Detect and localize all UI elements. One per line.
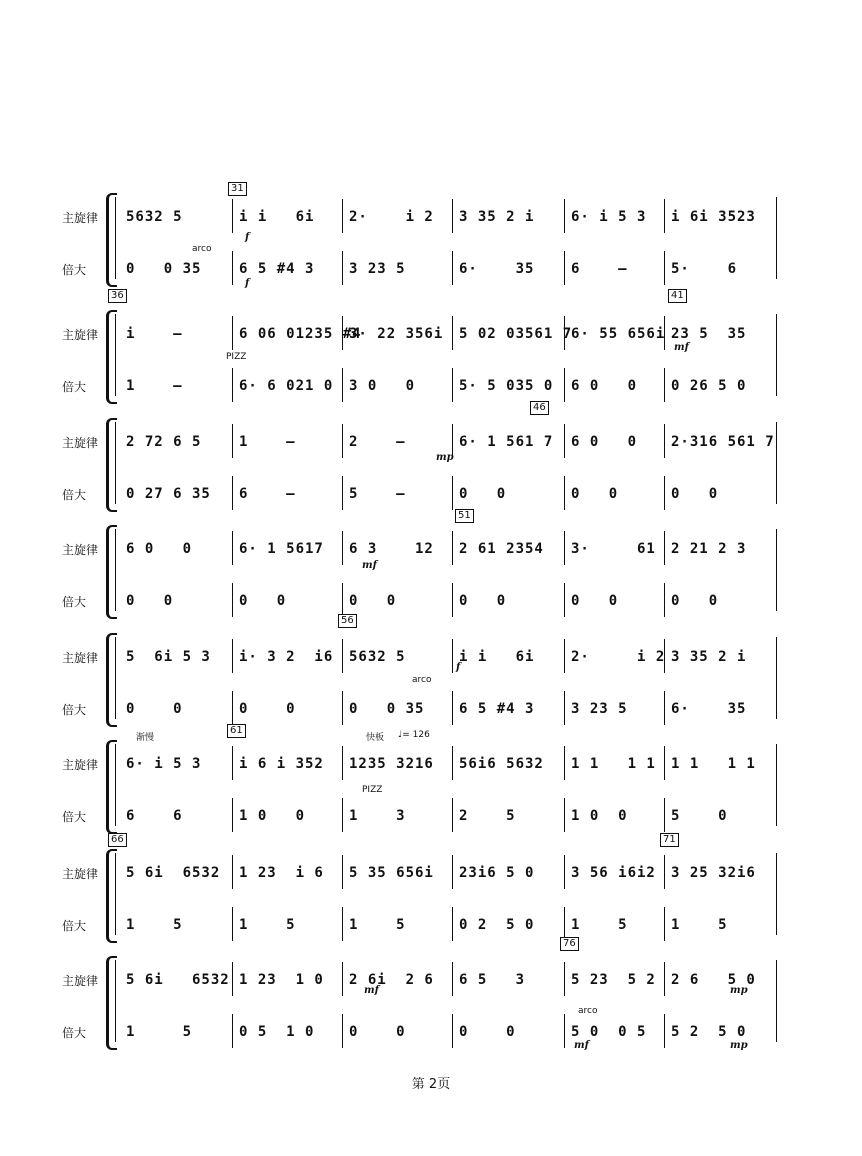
barline [452, 962, 453, 996]
barline [664, 316, 665, 350]
measure-notes: 5 35 656i [349, 865, 434, 881]
measure-notes: i i 6i [459, 649, 535, 665]
staff-melody [120, 968, 776, 994]
barline [342, 531, 343, 565]
measure-notes: 23 5 35 [671, 326, 747, 342]
measure-notes: 6 — [571, 261, 628, 277]
barline [664, 907, 665, 941]
measure-notes: 0 0 [671, 593, 719, 609]
barline [342, 368, 343, 402]
barline [452, 199, 453, 233]
staff-brace-line [115, 853, 116, 935]
staff-bass [120, 482, 776, 508]
measure-notes: 2 — [349, 434, 406, 450]
staff-bass [120, 374, 776, 400]
measure-notes: 5632 5 [349, 649, 406, 665]
barline [564, 251, 565, 285]
measure-number: 66 [108, 833, 127, 847]
measure-notes: 3· 22 356i [349, 326, 444, 342]
barline [342, 199, 343, 233]
staff-melody [120, 205, 776, 231]
staff-melody [120, 645, 776, 671]
staff-brace-line [115, 314, 116, 396]
barline [232, 316, 233, 350]
measure-notes: i· 3 2 i6 [239, 649, 334, 665]
measure-notes: 2 61 2354 [459, 541, 544, 557]
barline [232, 531, 233, 565]
measure-notes: 1 5 [126, 1024, 193, 1040]
staff-melody [120, 861, 776, 887]
instrument-label-bass: 倍大 [62, 703, 87, 717]
measure-notes: 2 21 2 3 [671, 541, 747, 557]
barline [232, 251, 233, 285]
measure-notes: 6 — [239, 486, 296, 502]
barline [232, 1014, 233, 1048]
measure-notes: 5 23 5 2 [571, 972, 656, 988]
barline [664, 746, 665, 780]
barline [452, 476, 453, 510]
measure-notes: 0 0 [349, 593, 397, 609]
arco-marking: arco [412, 675, 432, 685]
measure-notes: 1 5 [126, 917, 183, 933]
barline [342, 251, 343, 285]
barline [342, 798, 343, 832]
barline [342, 746, 343, 780]
barline [452, 531, 453, 565]
barline [232, 476, 233, 510]
measure-notes: 3 25 32i6 [671, 865, 756, 881]
measure-notes: 3 0 0 [349, 378, 416, 394]
system-end-barline [776, 197, 777, 279]
barline [564, 907, 565, 941]
measure-notes: 5 6i 5 3 [126, 649, 211, 665]
measure-notes: 6· 1 561 7 [459, 434, 554, 450]
dynamic-mf: mf [364, 985, 379, 996]
barline [664, 798, 665, 832]
measure-notes: 6 5 3 [459, 972, 526, 988]
measure-notes: 2 6 5 0 [671, 972, 756, 988]
instrument-label-melody: 主旋律 [62, 328, 99, 342]
barline [232, 962, 233, 996]
barline [564, 583, 565, 617]
barline [564, 424, 565, 458]
staff-bass [120, 804, 776, 830]
measure-notes: 5· 5 035 0 [459, 378, 554, 394]
measure-notes: 0 0 [671, 486, 719, 502]
metronome-marking: ♩= 126 [398, 730, 430, 740]
measure-notes: 0 0 [459, 593, 507, 609]
measure-notes: 6 06 01235 #4 [239, 326, 362, 342]
system-end-barline [776, 853, 777, 935]
measure-notes: 1 23 1 0 [239, 972, 324, 988]
measure-notes: 5 0 [671, 808, 728, 824]
barline [232, 199, 233, 233]
tempo-marking-fast: 快板 [366, 733, 385, 743]
measure-notes: 0 27 6 35 [126, 486, 211, 502]
staff-bass [120, 589, 776, 615]
instrument-label-melody: 主旋律 [62, 211, 99, 225]
barline [232, 424, 233, 458]
staff-brace-line [115, 637, 116, 719]
measure-notes: 0 0 [459, 486, 507, 502]
measure-notes: 56i6 5632 [459, 756, 544, 772]
measure-notes: i 6 i 352 [239, 756, 324, 772]
measure-notes: 6· 55 656i [571, 326, 666, 342]
measure-notes: 0 0 [571, 593, 619, 609]
barline [452, 316, 453, 350]
measure-notes: 2 5 [459, 808, 516, 824]
barline [564, 691, 565, 725]
system-end-barline [776, 422, 777, 504]
barline [664, 424, 665, 458]
measure-notes: 0 0 [126, 593, 174, 609]
measure-notes: 1 3 [349, 808, 406, 824]
instrument-label-melody: 主旋律 [62, 651, 99, 665]
measure-notes: 0 26 5 0 [671, 378, 747, 394]
measure-notes: 6 0 0 [126, 541, 193, 557]
staff-bass [120, 913, 776, 939]
staff-bass [120, 257, 776, 283]
measure-notes: 5 6i 6532 [126, 865, 221, 881]
arco-marking: arco [578, 1006, 598, 1016]
dynamic-mf: mf [574, 1040, 589, 1051]
barline [564, 798, 565, 832]
barline [452, 639, 453, 673]
measure-notes: 6 5 #4 3 [459, 701, 535, 717]
staff-brace-line [115, 422, 116, 504]
instrument-label-bass: 倍大 [62, 380, 87, 394]
instrument-label-melody: 主旋律 [62, 758, 99, 772]
measure-number: 56 [338, 614, 357, 628]
barline [664, 368, 665, 402]
barline [664, 531, 665, 565]
measure-notes: 5· 6 [671, 261, 738, 277]
measure-notes: 3 35 2 i [459, 209, 535, 225]
measure-notes: 0 0 35 [349, 701, 425, 717]
measure-number: 31 [228, 182, 247, 196]
pizz-marking: PIZZ [362, 785, 383, 795]
barline [342, 855, 343, 889]
barline [564, 476, 565, 510]
system-end-barline [776, 637, 777, 719]
barline [232, 855, 233, 889]
barline [232, 583, 233, 617]
staff-brace-line [115, 197, 116, 279]
measure-notes: 23i6 5 0 [459, 865, 535, 881]
barline [342, 1014, 343, 1048]
dynamic-f: f [245, 278, 250, 289]
measure-notes: 1 0 0 [571, 808, 628, 824]
instrument-label-bass: 倍大 [62, 919, 87, 933]
barline [564, 855, 565, 889]
barline [564, 531, 565, 565]
staff-melody [120, 752, 776, 778]
barline [232, 907, 233, 941]
instrument-label-melody: 主旋律 [62, 543, 99, 557]
barline [664, 639, 665, 673]
barline [564, 639, 565, 673]
measure-notes: 6· i 5 3 [126, 756, 202, 772]
barline [452, 251, 453, 285]
system-end-barline [776, 744, 777, 826]
barline [452, 691, 453, 725]
measure-notes: 6· 35 [459, 261, 535, 277]
dynamic-mf: mf [674, 342, 689, 353]
measure-notes: 1 0 0 [239, 808, 306, 824]
pizz-marking: PIZZ [226, 352, 247, 362]
measure-notes: 1 — [126, 378, 183, 394]
dynamic-mp: mp [730, 985, 748, 996]
instrument-label-bass: 倍大 [62, 263, 87, 277]
instrument-label-melody: 主旋律 [62, 867, 99, 881]
barline [342, 316, 343, 350]
measure-notes: 0 0 [571, 486, 619, 502]
measure-notes: 1 5 [349, 917, 406, 933]
measure-number: 71 [660, 833, 679, 847]
measure-notes: 6 0 0 [571, 434, 638, 450]
measure-notes: 1 1 1 1 [571, 756, 656, 772]
barline [452, 855, 453, 889]
measure-notes: 5 6i 6532 [126, 972, 230, 988]
measure-notes: 6 3 12 [349, 541, 434, 557]
barline [232, 746, 233, 780]
measure-notes: 6· 6 021 0 [239, 378, 334, 394]
barline [342, 639, 343, 673]
barline [564, 962, 565, 996]
staff-brace-line [115, 529, 116, 611]
barline [664, 199, 665, 233]
measure-notes: 1 23 i 6 [239, 865, 324, 881]
measure-notes: 1 5 [239, 917, 296, 933]
measure-notes: 1 1 1 1 [671, 756, 756, 772]
measure-notes: 5632 5 [126, 209, 183, 225]
barline [564, 316, 565, 350]
measure-notes: 6· 35 [671, 701, 747, 717]
measure-number: 61 [227, 724, 246, 738]
measure-notes: 6· 1 5617 [239, 541, 324, 557]
barline [342, 476, 343, 510]
measure-notes: 3 23 5 [349, 261, 406, 277]
barline [564, 1014, 565, 1048]
barline [452, 583, 453, 617]
dynamic-f: f [245, 232, 250, 243]
measure-notes: i 6i 3523 [671, 209, 756, 225]
measure-notes: 5 0 0 5 [571, 1024, 647, 1040]
measure-notes: 3 35 2 i [671, 649, 747, 665]
measure-notes: 5 2 5 0 [671, 1024, 747, 1040]
measure-notes: i — [126, 326, 183, 342]
barline [452, 907, 453, 941]
dynamic-f: f [456, 662, 461, 673]
measure-notes: i i 6i [239, 209, 315, 225]
staff-brace-line [115, 744, 116, 826]
barline [342, 907, 343, 941]
measure-notes: 3 56 i6i2 [571, 865, 656, 881]
measure-number: 41 [668, 289, 687, 303]
measure-notes: 0 0 [126, 701, 183, 717]
barline [342, 424, 343, 458]
barline [664, 1014, 665, 1048]
measure-notes: 0 0 [239, 593, 287, 609]
arco-marking: arco [192, 244, 212, 254]
measure-notes: 0 0 [459, 1024, 516, 1040]
barline [342, 583, 343, 617]
measure-notes: 2· i 2 [571, 649, 666, 665]
measure-notes: 0 2 5 0 [459, 917, 535, 933]
dynamic-mf: mf [362, 560, 377, 571]
barline [232, 368, 233, 402]
measure-notes: 2 72 6 5 [126, 434, 202, 450]
measure-notes: 1235 3216 [349, 756, 434, 772]
measure-notes: 3· 61 [571, 541, 656, 557]
instrument-label-melody: 主旋律 [62, 436, 99, 450]
page-number: 第 2页 [411, 1077, 451, 1092]
barline [564, 199, 565, 233]
barline [564, 368, 565, 402]
tempo-marking-slow: 渐慢 [136, 733, 155, 743]
instrument-label-bass: 倍大 [62, 595, 87, 609]
measure-notes: 0 0 [239, 701, 296, 717]
barline [664, 855, 665, 889]
instrument-label-bass: 倍大 [62, 1026, 87, 1040]
measure-notes: 2· i 2 [349, 209, 434, 225]
dynamic-mp: mp [730, 1040, 748, 1051]
barline [664, 583, 665, 617]
measure-notes: 6· i 5 3 [571, 209, 647, 225]
barline [664, 691, 665, 725]
dynamic-mp: mp [436, 452, 454, 463]
system-end-barline [776, 960, 777, 1042]
measure-notes: 1 — [239, 434, 296, 450]
system-end-barline [776, 314, 777, 396]
barline [232, 798, 233, 832]
measure-number: 76 [560, 937, 579, 951]
measure-notes: 6 6 [126, 808, 183, 824]
measure-notes: 0 0 35 [126, 261, 202, 277]
barline [342, 691, 343, 725]
staff-bass [120, 1020, 776, 1046]
measure-notes: 5 — [349, 486, 406, 502]
staff-brace-line [115, 960, 116, 1042]
barline [452, 1014, 453, 1048]
barline [564, 746, 565, 780]
measure-notes: 0 0 [349, 1024, 406, 1040]
measure-number: 36 [108, 289, 127, 303]
measure-notes: 1 5 [571, 917, 628, 933]
measure-notes: 6 5 #4 3 [239, 261, 315, 277]
measure-number: 51 [455, 509, 474, 523]
instrument-label-bass: 倍大 [62, 810, 87, 824]
measure-notes: 0 5 1 0 [239, 1024, 315, 1040]
measure-notes: 3 23 5 [571, 701, 628, 717]
barline [664, 476, 665, 510]
barline [664, 962, 665, 996]
barline [232, 639, 233, 673]
measure-notes: 5 02 03561 7 [459, 326, 573, 342]
barline [452, 798, 453, 832]
measure-notes: 2·316 561 7 [671, 434, 775, 450]
barline [232, 691, 233, 725]
measure-notes: 1 5 [671, 917, 728, 933]
barline [452, 746, 453, 780]
measure-notes: 6 0 0 [571, 378, 638, 394]
staff-bass [120, 697, 776, 723]
measure-number: 46 [530, 401, 549, 415]
instrument-label-bass: 倍大 [62, 488, 87, 502]
barline [664, 251, 665, 285]
staff-melody [120, 537, 776, 563]
measure-notes: 2 6i 2 6 [349, 972, 434, 988]
barline [342, 962, 343, 996]
instrument-label-melody: 主旋律 [62, 974, 99, 988]
system-end-barline [776, 529, 777, 611]
barline [452, 368, 453, 402]
